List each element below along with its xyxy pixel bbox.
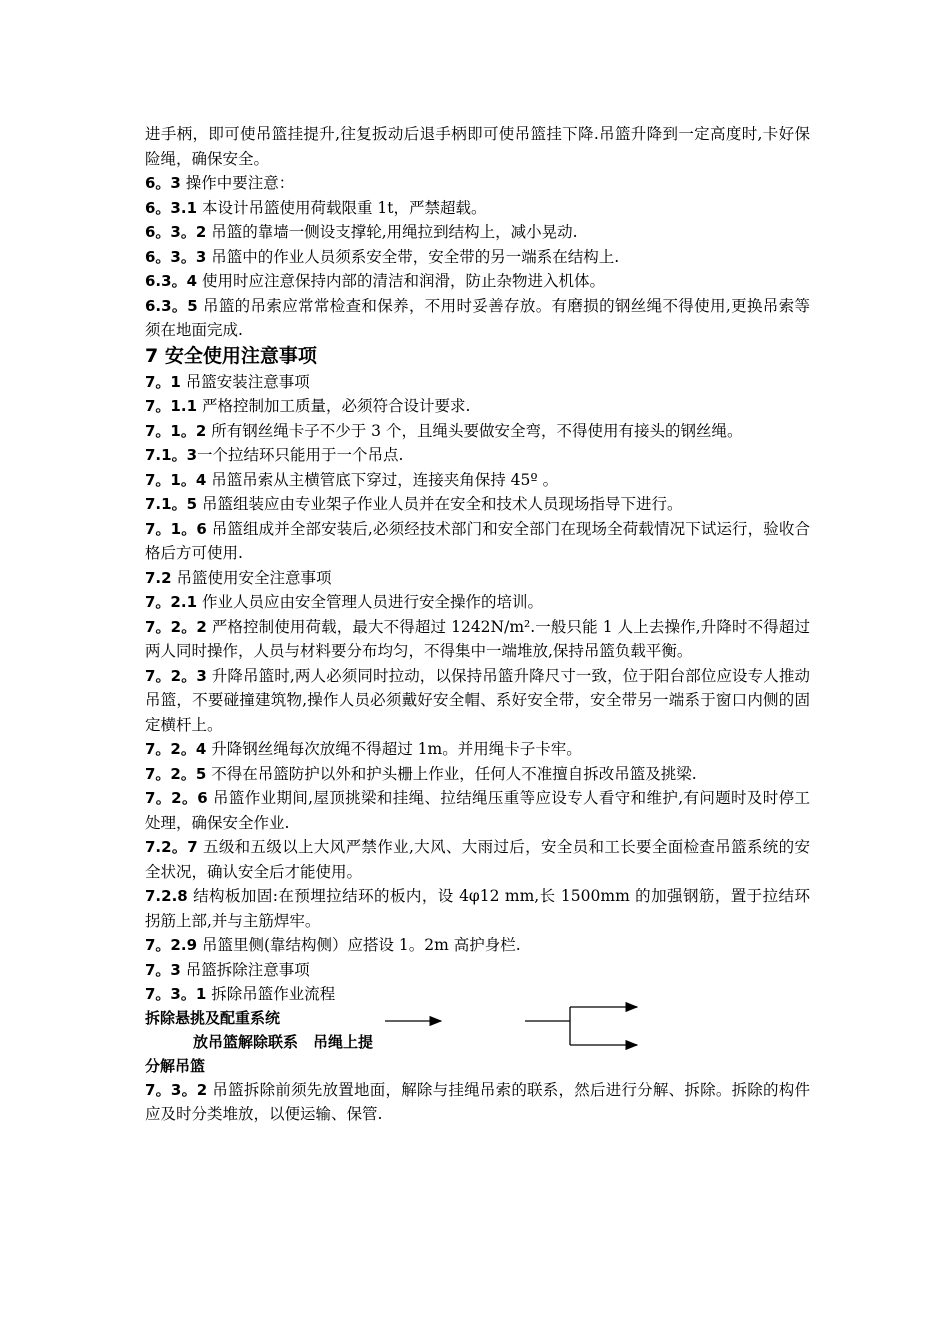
clause-text: 吊篮拆除前须先放置地面，解除与挂绳吊索的联系，然后进行分解、拆除。拆除的构件应及时分类堆放，以便运输、保管. bbox=[145, 1080, 811, 1123]
clause-number: 7.2.8 bbox=[145, 887, 188, 905]
clause-number: 7。2.1 bbox=[145, 593, 198, 611]
paragraph bbox=[145, 443, 810, 468]
clause-number: 7.1。3 bbox=[145, 446, 198, 464]
paragraph bbox=[145, 835, 810, 884]
flow-arrows bbox=[145, 1007, 810, 1055]
clause-text: 一个拉结环只能用于一个吊点. bbox=[197, 446, 404, 464]
clause-number: 7。1。4 bbox=[145, 470, 207, 489]
paragraph bbox=[145, 245, 810, 270]
clause-text: 拆除吊篮作业流程 bbox=[206, 985, 336, 1003]
paragraph bbox=[145, 786, 810, 835]
clause-number: 7.1。5 bbox=[145, 495, 198, 513]
paragraph bbox=[145, 294, 810, 343]
document-page bbox=[145, 122, 810, 1127]
clause-text: 吊篮使用安全注意事项 bbox=[171, 568, 332, 587]
clause-number: 6.3。4 bbox=[145, 272, 198, 290]
paragraph bbox=[145, 566, 810, 591]
paragraph bbox=[145, 419, 810, 444]
clause-number: 7。3 bbox=[145, 960, 181, 979]
clause-text: 进手柄，即可使吊篮挂提升,往复扳动后退手柄即可使吊篮挂下降.吊篮升降到一定高度时,卡好保险绳，确保安全。 bbox=[145, 125, 810, 168]
section-7-title: 7 安全使用注意事项 bbox=[145, 344, 317, 367]
clause-text: 严格控制使用荷载，最大不得超过 1242N/m².一般只能 1 人上去操作,升降时不得超过两人同时操作，人员与材料要分布均匀，不得集中一端堆放,保持吊篮负载平衡。 bbox=[145, 617, 810, 660]
clause-number: 7。2。4 bbox=[145, 740, 207, 758]
clause-number: 7。2。5 bbox=[145, 764, 207, 783]
clause-text: 升降钢丝绳每次放绳不得超过 1m。并用绳卡子卡牢。 bbox=[206, 740, 582, 758]
flow-step-1: 拆除悬挑及配重系统 bbox=[145, 1008, 281, 1027]
paragraph bbox=[145, 196, 810, 221]
paragraph bbox=[145, 370, 810, 395]
clause-text: 吊篮组成并全部安装后,必须经技术部门和安全部门在现场全荷载情况下试运行，验收合格后方可使用. bbox=[145, 519, 811, 562]
clause-number: 7。3。1 bbox=[145, 985, 207, 1003]
paragraph bbox=[145, 492, 810, 517]
clause-text: 结构板加固:在预埋拉结环的板内，设 4φ12 mm,长 1500mm 的加强钢筋，置于拉结环拐筋上部,并与主筋焊牢。 bbox=[145, 887, 810, 930]
paragraph bbox=[145, 958, 810, 983]
clause-text: 吊篮拆除注意事项 bbox=[180, 960, 310, 979]
section-6-3 bbox=[145, 122, 810, 343]
clause-number: 7。2。2 bbox=[145, 617, 207, 636]
paragraph bbox=[145, 982, 810, 1007]
paragraph bbox=[145, 933, 810, 958]
clause-number: 7.2。7 bbox=[145, 838, 198, 856]
paragraph bbox=[145, 762, 810, 787]
clause-text: 所有钢丝绳卡子不少于 3 个，且绳头要做安全弯，不得使用有接头的钢丝绳。 bbox=[206, 421, 743, 440]
clause-number: 7。1。6 bbox=[145, 519, 207, 538]
clause-text: 操作中要注意： bbox=[180, 174, 295, 192]
clause-number: 6。3。3 bbox=[145, 247, 207, 266]
clause-text: 五级和五级以上大风严禁作业,大风、大雨过后，安全员和工长要全面检查吊篮系统的安全状况，确认安全后才能使用。 bbox=[145, 838, 810, 881]
paragraph bbox=[145, 269, 810, 294]
clause-text: 作业人员应由安全管理人员进行安全操作的培训。 bbox=[197, 593, 543, 611]
clause-text: 吊篮组装应由专业架子作业人员并在安全和技术人员现场指导下进行。 bbox=[197, 495, 683, 513]
clause-number: 7。1 bbox=[145, 372, 181, 391]
paragraph bbox=[145, 664, 810, 738]
paragraph bbox=[145, 737, 810, 762]
clause-number: 7。2.9 bbox=[145, 936, 198, 954]
paragraph bbox=[145, 122, 810, 171]
paragraph bbox=[145, 884, 810, 933]
clause-text: 吊篮安装注意事项 bbox=[180, 372, 310, 391]
section-7-3-2 bbox=[145, 1078, 810, 1127]
flow-step-3: 分解吊篮 bbox=[145, 1056, 206, 1075]
clause-number: 7。3。2 bbox=[145, 1080, 208, 1099]
clause-number: 7。1。2 bbox=[145, 421, 207, 440]
paragraph bbox=[145, 1078, 810, 1127]
dismantle-flowchart bbox=[145, 1007, 810, 1055]
clause-number: 7.2 bbox=[145, 568, 172, 587]
paragraph bbox=[145, 220, 810, 245]
clause-number: 7。2。6 bbox=[145, 789, 208, 807]
flow-step-2: 放吊篮解除联系 吊绳上提 bbox=[193, 1032, 374, 1051]
clause-text: 吊篮里侧(靠结构侧）应搭设 1。2m 高护身栏. bbox=[197, 936, 521, 954]
clause-text: 升降吊篮时,两人必须同时拉动，以保持吊篮升降尺寸一致，位于阳台部位应设专人推动吊篮，不要碰撞建筑物,操作人员必须戴好安全帽、系好安全带，安全带另一端系于窗口内侧的固定横杆上。 bbox=[145, 666, 811, 734]
clause-number: 7。2。3 bbox=[145, 666, 207, 685]
clause-text: 吊篮的靠墙一侧设支撑轮,用绳拉到结构上，减小晃动. bbox=[206, 223, 578, 241]
paragraph bbox=[145, 615, 810, 664]
clause-text: 吊篮吊索从主横管底下穿过，连接夹角保持 45º 。 bbox=[206, 470, 559, 489]
clause-number: 6。3。2 bbox=[145, 223, 207, 241]
paragraph bbox=[145, 590, 810, 615]
paragraph bbox=[145, 394, 810, 419]
clause-text: 严格控制加工质量，必须符合设计要求. bbox=[197, 397, 471, 415]
paragraph bbox=[145, 517, 810, 566]
clause-text: 不得在吊篮防护以外和护头栅上作业，任何人不准擅自拆改吊篮及挑梁. bbox=[206, 764, 697, 783]
clause-number: 6.3。5 bbox=[145, 296, 198, 315]
clause-text: 吊篮中的作业人员须系安全带，安全带的另一端系在结构上. bbox=[206, 247, 620, 266]
section-7-body bbox=[145, 370, 810, 1007]
clause-text: 使用时应注意保持内部的清洁和润滑，防止杂物进入机体。 bbox=[197, 272, 605, 290]
paragraph bbox=[145, 468, 810, 493]
clause-number: 6。3 bbox=[145, 174, 181, 192]
clause-text: 吊篮的吊索应常常检查和保养，不用时妥善存放。有磨损的钢丝绳不得使用,更换吊索等须在地面完成. bbox=[145, 296, 810, 339]
paragraph bbox=[145, 171, 810, 196]
clause-number: 7。1.1 bbox=[145, 397, 198, 415]
clause-text: 本设计吊篮使用荷载限重 1t，严禁超载。 bbox=[197, 198, 487, 217]
clause-number: 6。3.1 bbox=[145, 198, 198, 217]
clause-text: 吊篮作业期间,屋顶挑梁和挂绳、拉结绳压重等应设专人看守和维护,有问题时及时停工处理，确保安全作业. bbox=[145, 789, 810, 832]
